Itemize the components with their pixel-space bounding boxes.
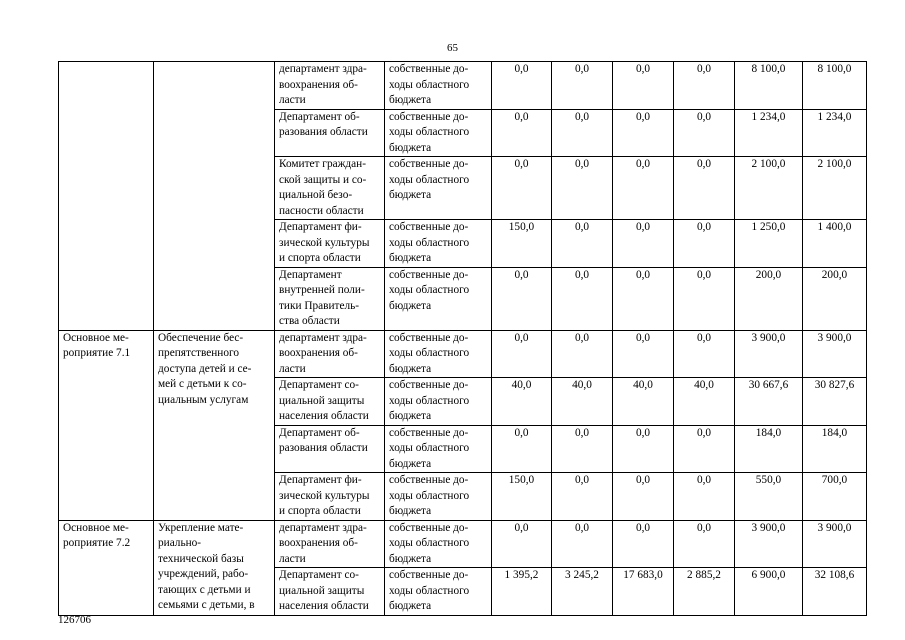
amount-cell: 0,0 xyxy=(613,62,674,110)
executor-cell: Департамент об- разования области xyxy=(275,109,385,157)
amount-cell: 3 900,0 xyxy=(803,520,867,568)
table-row xyxy=(59,520,867,568)
amount-cell: 1 400,0 xyxy=(803,220,867,268)
amount-cell: 0,0 xyxy=(613,157,674,220)
executor-cell: Департамент фи- зической культуры и спорта области xyxy=(275,473,385,521)
amount-cell: 0,0 xyxy=(552,330,613,378)
amount-cell: 0,0 xyxy=(613,473,674,521)
funding-source-cell: собственные до- ходы областного бюджета xyxy=(385,330,492,378)
amount-cell: 2 100,0 xyxy=(803,157,867,220)
amount-cell: 0,0 xyxy=(552,520,613,568)
amount-cell: 1 250,0 xyxy=(735,220,803,268)
amount-cell: 32 108,6 xyxy=(803,568,867,616)
description-cell: Обеспечение бес- препятственного доступа детей и се- мей с детьми к со- циальным услугам xyxy=(154,330,275,520)
amount-cell: 0,0 xyxy=(552,220,613,268)
amount-cell: 1 234,0 xyxy=(735,109,803,157)
amount-cell: 0,0 xyxy=(674,267,735,330)
table-row xyxy=(59,62,867,110)
amount-cell: 0,0 xyxy=(613,520,674,568)
amount-cell: 0,0 xyxy=(552,473,613,521)
amount-cell: 2 100,0 xyxy=(735,157,803,220)
amount-cell: 6 900,0 xyxy=(735,568,803,616)
amount-cell: 550,0 xyxy=(735,473,803,521)
amount-cell: 0,0 xyxy=(492,520,552,568)
amount-cell: 150,0 xyxy=(492,473,552,521)
executor-cell: Департамент со- циальной защиты населения области xyxy=(275,568,385,616)
amount-cell: 1 395,2 xyxy=(492,568,552,616)
amount-cell: 0,0 xyxy=(674,220,735,268)
amount-cell: 0,0 xyxy=(613,109,674,157)
description-cell: Укрепление мате- риально- технической базы учреждений, рабо- тающих с детьми и семьями с детьми, в xyxy=(154,520,275,615)
amount-cell: 0,0 xyxy=(674,520,735,568)
funding-source-cell: собственные до- ходы областного бюджета xyxy=(385,520,492,568)
amount-cell: 0,0 xyxy=(674,109,735,157)
amount-cell: 8 100,0 xyxy=(735,62,803,110)
amount-cell: 30 827,6 xyxy=(803,378,867,426)
amount-cell: 0,0 xyxy=(552,62,613,110)
funding-source-cell: собственные до- ходы областного бюджета xyxy=(385,109,492,157)
amount-cell: 0,0 xyxy=(552,157,613,220)
funding-source-cell: собственные до- ходы областного бюджета xyxy=(385,267,492,330)
amount-cell: 0,0 xyxy=(492,330,552,378)
executor-cell: Департамент со- циальной защиты населения области xyxy=(275,378,385,426)
executor-cell: департамент здра- воохранения об- ласти xyxy=(275,62,385,110)
amount-cell: 3 900,0 xyxy=(735,330,803,378)
description-cell xyxy=(154,62,275,331)
amount-cell: 0,0 xyxy=(674,330,735,378)
measure-cell: Основное ме- роприятие 7.1 xyxy=(59,330,154,520)
amount-cell: 0,0 xyxy=(492,62,552,110)
amount-cell: 3 900,0 xyxy=(803,330,867,378)
funding-source-cell: собственные до- ходы областного бюджета xyxy=(385,220,492,268)
amount-cell: 2 885,2 xyxy=(674,568,735,616)
amount-cell: 0,0 xyxy=(492,109,552,157)
executor-cell: Департамент фи- зической культуры и спорта области xyxy=(275,220,385,268)
amount-cell: 40,0 xyxy=(492,378,552,426)
executor-cell: департамент здра- воохранения об- ласти xyxy=(275,330,385,378)
amount-cell: 3 245,2 xyxy=(552,568,613,616)
funding-source-cell: собственные до- ходы областного бюджета xyxy=(385,473,492,521)
funding-source-cell: собственные до- ходы областного бюджета xyxy=(385,425,492,473)
amount-cell: 0,0 xyxy=(492,425,552,473)
amount-cell: 0,0 xyxy=(552,425,613,473)
amount-cell: 0,0 xyxy=(613,267,674,330)
amount-cell: 0,0 xyxy=(613,330,674,378)
measure-cell: Основное ме- роприятие 7.2 xyxy=(59,520,154,615)
amount-cell: 0,0 xyxy=(492,157,552,220)
amount-cell: 150,0 xyxy=(492,220,552,268)
executor-cell: Департамент внутренней поли- тики Правитель- ства области xyxy=(275,267,385,330)
amount-cell: 0,0 xyxy=(674,62,735,110)
executor-cell: департамент здра- воохранения об- ласти xyxy=(275,520,385,568)
amount-cell: 0,0 xyxy=(674,425,735,473)
measure-cell xyxy=(59,62,154,331)
funding-source-cell: собственные до- ходы областного бюджета xyxy=(385,378,492,426)
amount-cell: 200,0 xyxy=(735,267,803,330)
amount-cell: 8 100,0 xyxy=(803,62,867,110)
budget-table xyxy=(58,61,867,616)
amount-cell: 40,0 xyxy=(613,378,674,426)
document-id: 126706 xyxy=(58,614,91,626)
page-number: 65 xyxy=(447,42,458,54)
amount-cell: 0,0 xyxy=(552,109,613,157)
amount-cell: 184,0 xyxy=(803,425,867,473)
amount-cell: 0,0 xyxy=(613,425,674,473)
amount-cell: 700,0 xyxy=(803,473,867,521)
amount-cell: 0,0 xyxy=(674,473,735,521)
funding-source-cell: собственные до- ходы областного бюджета xyxy=(385,62,492,110)
funding-source-cell: собственные до- ходы областного бюджета xyxy=(385,157,492,220)
amount-cell: 40,0 xyxy=(552,378,613,426)
amount-cell: 0,0 xyxy=(613,220,674,268)
executor-cell: Комитет граждан- ской защиты и со- циальной безо- пасности области xyxy=(275,157,385,220)
amount-cell: 30 667,6 xyxy=(735,378,803,426)
amount-cell: 200,0 xyxy=(803,267,867,330)
amount-cell: 1 234,0 xyxy=(803,109,867,157)
amount-cell: 17 683,0 xyxy=(613,568,674,616)
amount-cell: 40,0 xyxy=(674,378,735,426)
amount-cell: 3 900,0 xyxy=(735,520,803,568)
executor-cell: Департамент об- разования области xyxy=(275,425,385,473)
amount-cell: 0,0 xyxy=(492,267,552,330)
amount-cell: 184,0 xyxy=(735,425,803,473)
funding-source-cell: собственные до- ходы областного бюджета xyxy=(385,568,492,616)
amount-cell: 0,0 xyxy=(674,157,735,220)
table-row xyxy=(59,330,867,378)
amount-cell: 0,0 xyxy=(552,267,613,330)
